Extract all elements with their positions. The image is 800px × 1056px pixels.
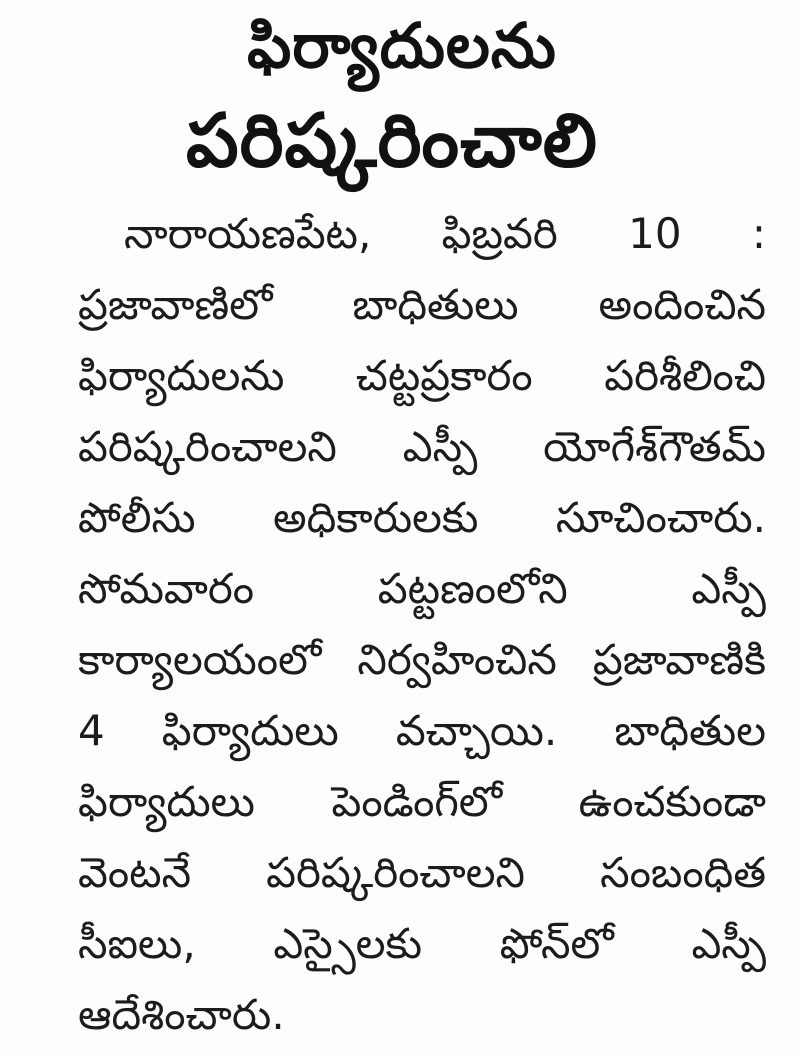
headline-line-1: ఫిర్యాదులను [247,9,557,82]
headline-line-2: పరిష్కరించాలి [186,98,598,184]
headline [78,0,766,192]
article-body: నారాయణపేట, ఫిబ్రవరి 10 : ప్రజావాణిలో బాధితులు అందించిన ఫిర్యాదులను చట్టప్రకారం పరిశీలించి పరిష్కరించాలని ఎస్పీ యోగేశ్‌గౌతమ్ పోలీసు అధికారులకు సూచించారు. సోమవారం పట్టణంలోని ఎస్పీ కార్యాలయంలో నిర్వహించిన ప్రజావాణికి 4 ఫిర్యాదులు వచ్చాయి. బాధితుల ఫిర్యాదులు పెండింగ్‌లో ఉంచకుండా వెంటనే పరిష్కరించాలని సంబంధిత సీఐలు, ఎస్సైలకు ఫోన్‌లో ఎస్పీ ఆదేశించారు. [78,209,766,1039]
